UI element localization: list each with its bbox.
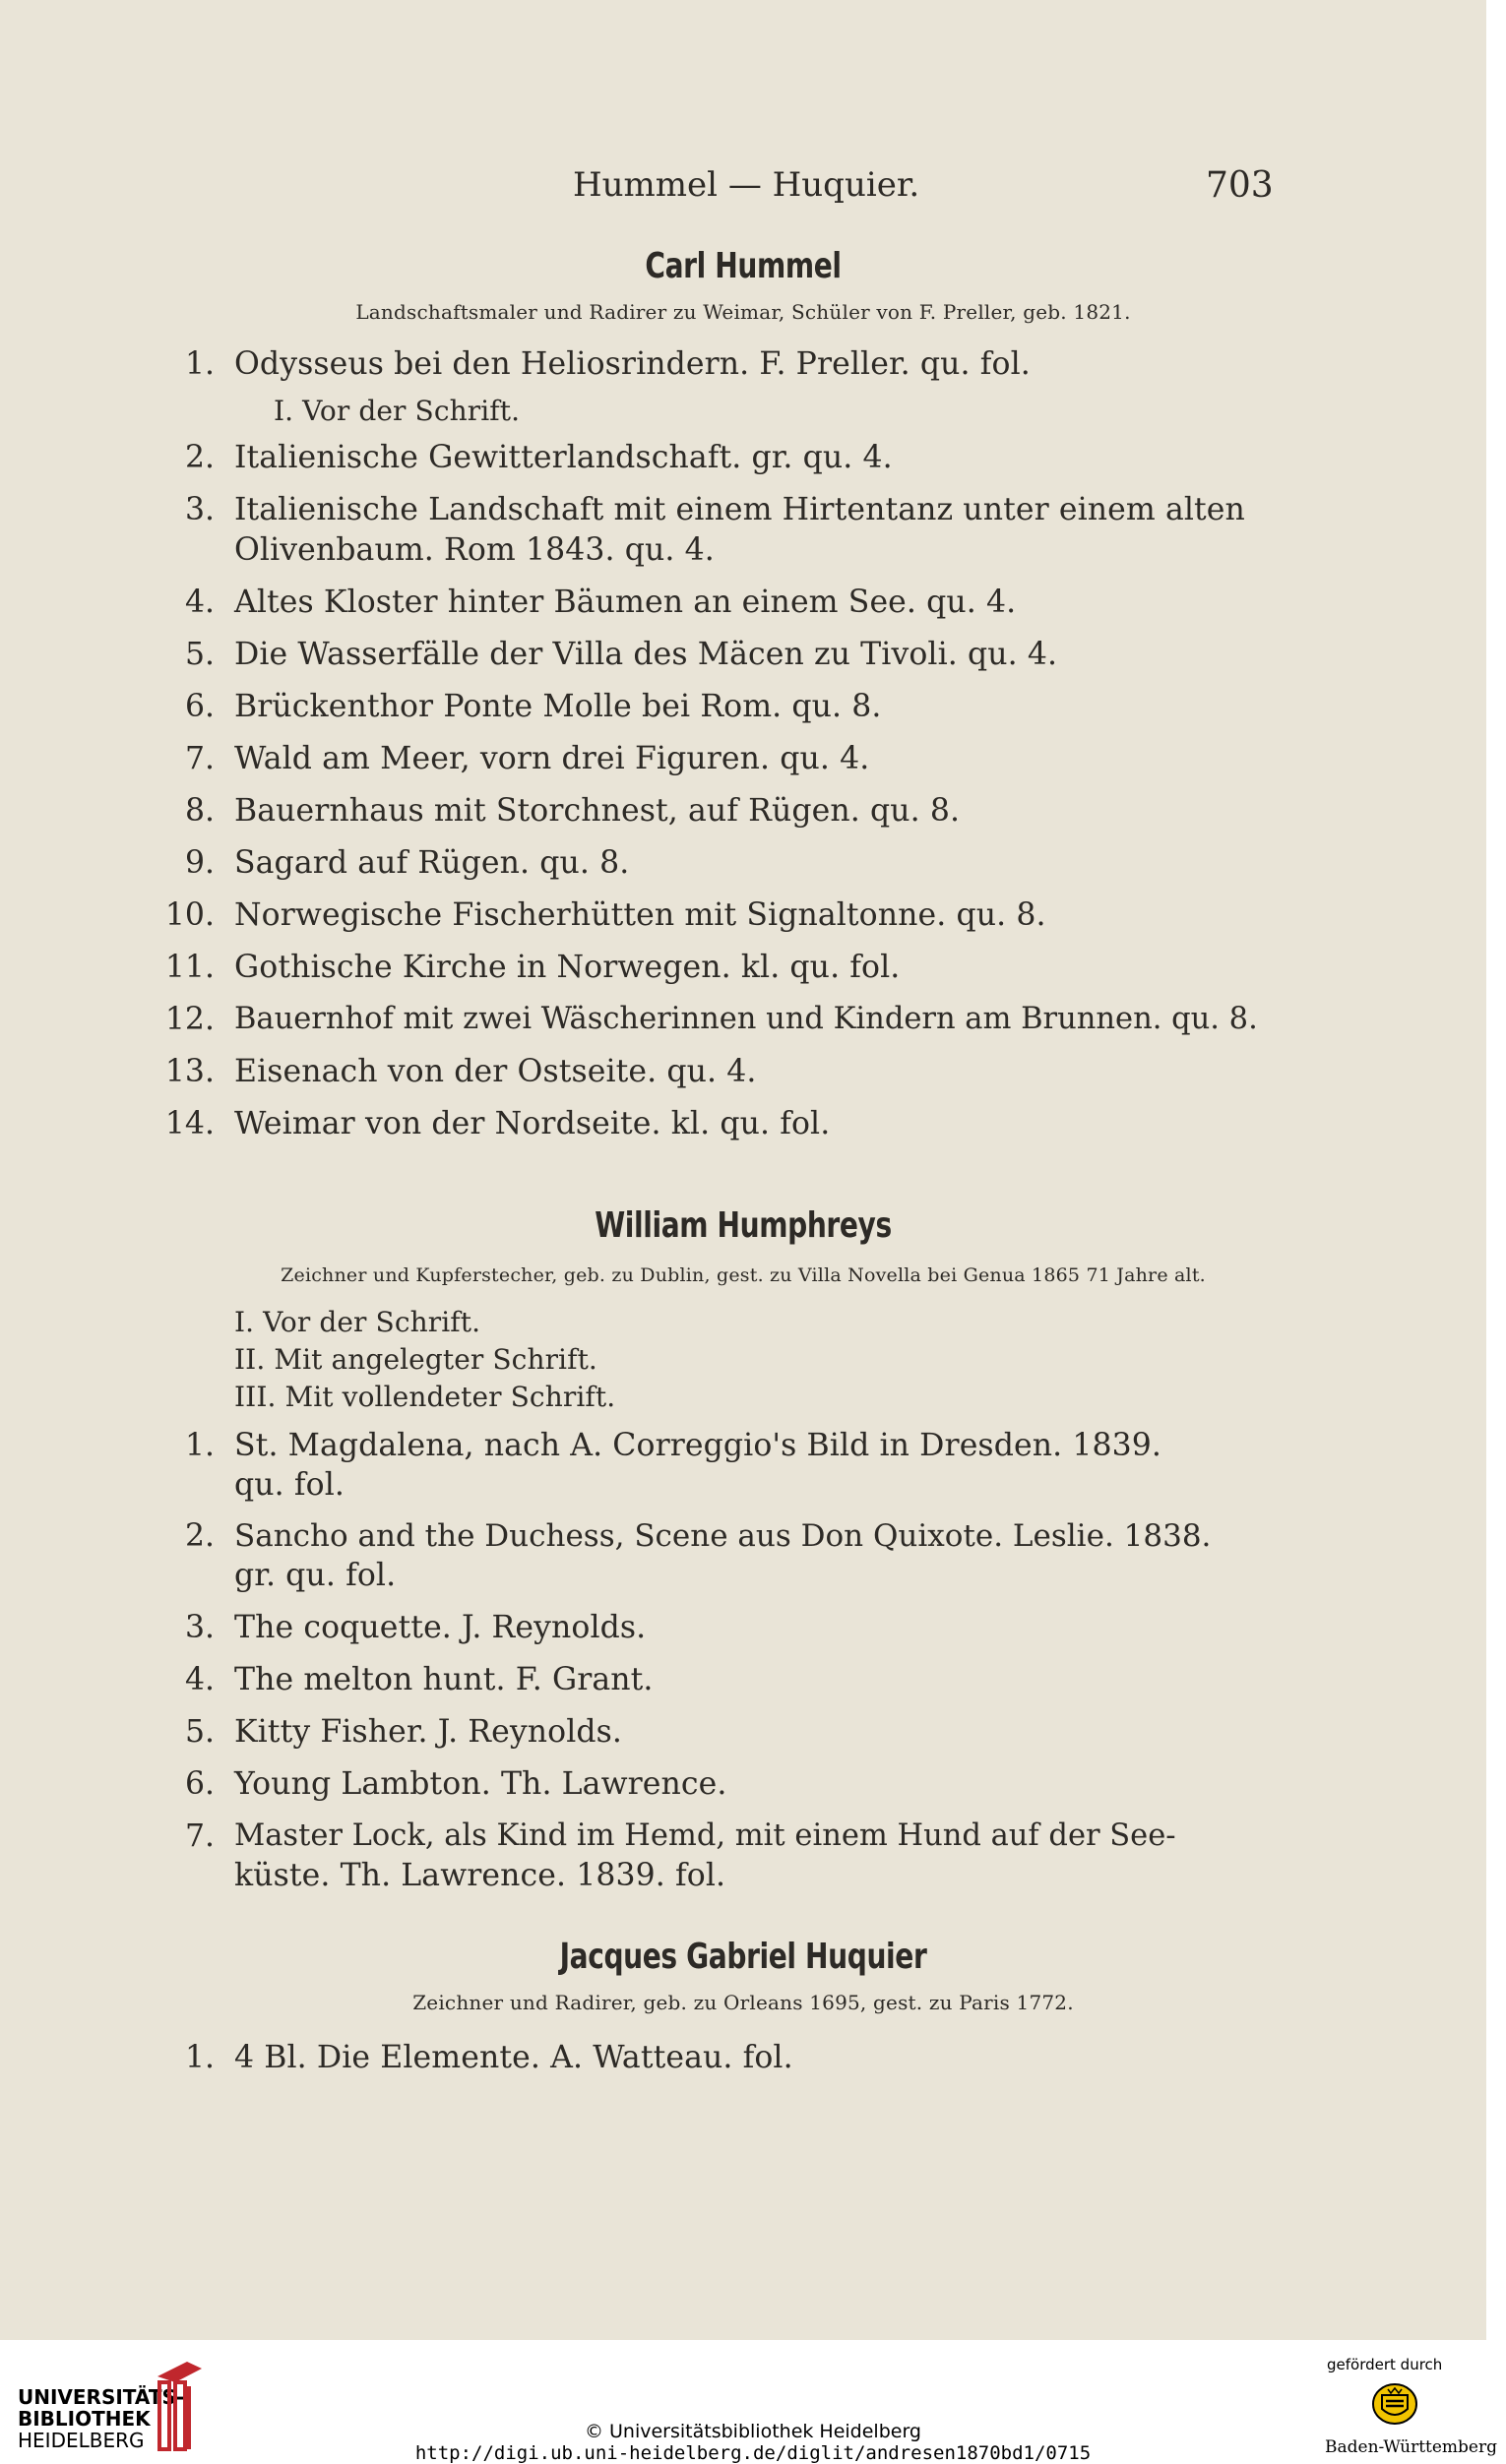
permalink-url[interactable]: http://digi.ub.uni-heidelberg.de/diglit/andresen1870bd1/0715 xyxy=(414,2442,1092,2464)
entry-number: 9. xyxy=(184,845,215,881)
state-name: Baden-Württemberg xyxy=(1325,2437,1497,2457)
entry-text: 4 Bl. Die Elemente. A. Watteau. fol. xyxy=(234,2040,793,2075)
entry-text: Altes Kloster hinter Bäumen an einem See. qu. 4. xyxy=(234,585,1017,620)
entry-text: The melton hunt. F. Grant. xyxy=(234,1662,654,1697)
artist-name: Carl Hummel xyxy=(645,246,842,286)
scan-margin xyxy=(1486,0,1506,2340)
entry-number: 10. xyxy=(164,897,215,933)
entry-number: 7. xyxy=(184,741,215,776)
entry-number: 4. xyxy=(184,585,215,620)
entry-number: 3. xyxy=(184,492,215,527)
entry-text: Die Wasserfälle der Villa des Mäcen zu Tivoli. qu. 4. xyxy=(234,637,1058,672)
entry-number: 2. xyxy=(184,1518,215,1554)
artist-name: William Humphreys xyxy=(595,1205,892,1246)
entry-text: Brückenthor Ponte Molle bei Rom. qu. 8. xyxy=(234,689,882,724)
copyright-notice: © Universitätsbibliothek Heidelberg xyxy=(584,2421,921,2442)
entry-number: 4. xyxy=(184,1662,215,1697)
artist-bio: Landschaftsmaler und Radirer zu Weimar, Schüler von F. Preller, geb. 1821. xyxy=(355,300,1131,324)
page-number: 703 xyxy=(1206,165,1274,206)
entry-text-cont: gr. qu. fol. xyxy=(234,1558,397,1593)
state-note: III. Mit vollendeter Schrift. xyxy=(234,1381,616,1413)
entry-text: Weimar von der Nordseite. kl. qu. fol. xyxy=(234,1106,831,1141)
entry-text: Kitty Fisher. J. Reynolds. xyxy=(234,1714,623,1750)
entry-number: 3. xyxy=(184,1610,215,1645)
entry-number: 12. xyxy=(164,1002,215,1037)
entry-text: Italienische Gewitterlandschaft. gr. qu. 4. xyxy=(234,440,893,475)
library-name-line3: HEIDELBERG xyxy=(18,2429,145,2452)
running-header: Hummel — Huquier. xyxy=(573,165,920,205)
entry-text: Odysseus bei den Heliosrindern. F. Preller. qu. fol. xyxy=(234,346,1031,382)
artist-bio: Zeichner und Radirer, geb. zu Orleans 1695, gest. zu Paris 1772. xyxy=(412,1991,1074,2014)
artist-bio: Zeichner und Kupferstecher, geb. zu Dublin, gest. zu Villa Novella bei Genua 1865 71 Jahre alt. xyxy=(281,1264,1206,1286)
entry-text: Eisenach von der Ostseite. qu. 4. xyxy=(234,1054,757,1089)
entry-text: The coquette. J. Reynolds. xyxy=(234,1610,647,1645)
entry-text: Young Lambton. Th. Lawrence. xyxy=(234,1766,727,1802)
entry-number: 5. xyxy=(184,637,215,672)
entry-text-cont: Olivenbaum. Rom 1843. qu. 4. xyxy=(234,532,715,568)
entry-number: 13. xyxy=(164,1054,215,1089)
entry-text: Master Lock, als Kind im Hemd, mit einem Hund auf der See- xyxy=(234,1818,1176,1853)
entry-number: 11. xyxy=(164,950,215,985)
entry-text: Sagard auf Rügen. qu. 8. xyxy=(234,845,630,881)
entry-text: Bauernhaus mit Storchnest, auf Rügen. qu. 8. xyxy=(234,793,961,829)
entry-number: 8. xyxy=(184,793,215,829)
state-note: I. Vor der Schrift. xyxy=(274,395,521,427)
entry-number: 2. xyxy=(184,440,215,475)
funded-by-label: gefördert durch xyxy=(1327,2356,1443,2373)
entry-text: Sancho and the Duchess, Scene aus Don Quixote. Leslie. 1838. xyxy=(234,1518,1212,1554)
artist-name: Jacques Gabriel Huquier xyxy=(559,1937,927,1977)
entry-text: Italienische Landschaft mit einem Hirtentanz unter einem alten xyxy=(234,492,1245,527)
entry-text: Bauernhof mit zwei Wäscherinnen und Kindern am Brunnen. qu. 8. xyxy=(234,1002,1258,1036)
entry-number: 14. xyxy=(164,1106,215,1141)
entry-number: 1. xyxy=(184,2040,215,2075)
coat-of-arms-icon xyxy=(1370,2379,1419,2429)
state-note: II. Mit angelegter Schrift. xyxy=(234,1343,597,1376)
entry-text-cont: küste. Th. Lawrence. 1839. fol. xyxy=(234,1858,726,1893)
entry-text-cont: qu. fol. xyxy=(234,1467,345,1503)
entry-text: St. Magdalena, nach A. Correggio's Bild in Dresden. 1839. xyxy=(234,1428,1161,1463)
entry-number: 5. xyxy=(184,1714,215,1750)
entry-text: Wald am Meer, vorn drei Figuren. qu. 4. xyxy=(234,741,870,776)
entry-number: 6. xyxy=(184,1766,215,1802)
entry-number: 6. xyxy=(184,689,215,724)
library-name-line1: UNIVERSITÄTS- xyxy=(18,2385,185,2409)
entry-number: 1. xyxy=(184,346,215,382)
state-note: I. Vor der Schrift. xyxy=(234,1306,481,1338)
entry-number: 1. xyxy=(184,1428,215,1463)
entry-text: Gothische Kirche in Norwegen. kl. qu. fol. xyxy=(234,950,901,985)
entry-number: 7. xyxy=(184,1818,215,1854)
entry-text: Norwegische Fischerhütten mit Signaltonne. qu. 8. xyxy=(234,897,1046,933)
library-name-line2: BIBLIOTHEK xyxy=(18,2407,151,2431)
